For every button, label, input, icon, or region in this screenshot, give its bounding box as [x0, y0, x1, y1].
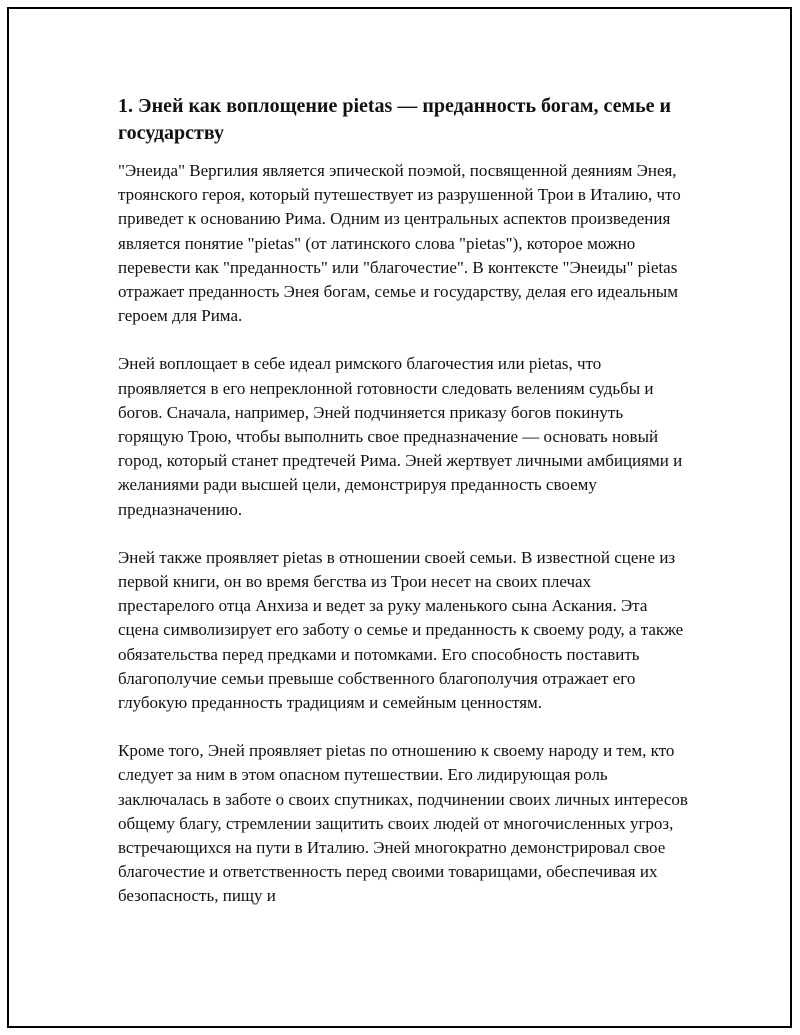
document-body	[118, 93, 690, 933]
paragraph-family: Эней также проявляет pietas в отношении своей семьи. В известной сцене из первой книги, он во время бегства из Трои несет на своих плечах престарелого отца Анхиза и ведет за руку маленького сына Аскания. Эта сцена символизирует его заботу о семье и преданность к своему роду, а также обязательства перед предками и потомками. Его способность поставить благополучие семьи превыше собственного благополучия отражает его глубокую преданность традициям и семейным ценностям.	[118, 547, 684, 713]
paragraph-people: Кроме того, Эней проявляет pietas по отношению к своему народу и тем, кто следует за ним в этом опасном путешествии. Его лидирующая роль заключалась в заботе о своих спутниках, подчинении своих личных интересов общему благу, стремлении защитить своих людей от многочисленных угроз, встречающихся на пути в Италию. Эней многократно демонстрировал свое благочестие и ответственность перед своими товарищами, обеспечивая их безопасность, пищу и	[118, 741, 688, 906]
paragraph-intro: "Энеида" Вергилия является эпической поэмой, посвященной деяниям Энея, троянского героя, который путешествует из разрушенной Трои в Италию, что приведет к основанию Рима. Одним из центральных аспектов произведения является понятие "pietas" (от латинского слова "pietas"), которое можно перевести как "преданность" или "благочестие". В контексте "Энеиды" pietas отражает преданность Энея богам, семье и государству, делая его идеальным героем для Рима.	[118, 161, 681, 326]
section-heading: 1. Эней как воплощение pietas — преданность богам, семье и государству	[118, 95, 672, 144]
paragraph-gods: Эней воплощает в себе идеал римского благочестия или pietas, что проявляется в его непреклонной готовности следовать велениям судьбы и богов. Сначала, например, Эней подчиняется приказу богов покинуть горящую Трою, чтобы выполнить свое предназначение — основать новый город, который станет предтечей Рима. Эней жертвует личными амбициями и желаниями ради высшей цели, демонстрируя преданность своему предназначению.	[118, 354, 683, 519]
